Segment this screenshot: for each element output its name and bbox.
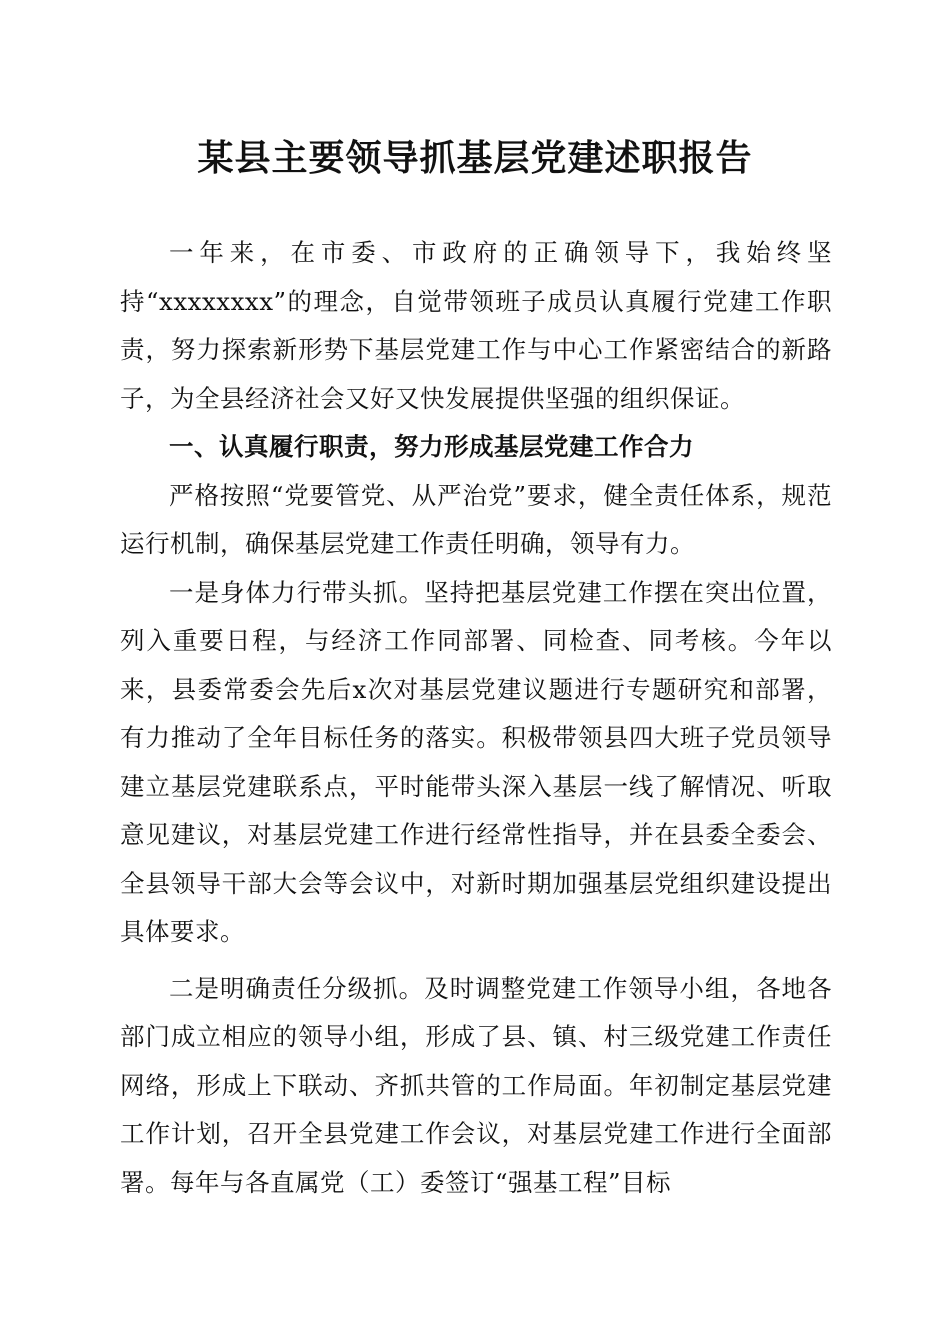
section-heading: 一、认真履行职责，努力形成基层党建工作合力 <box>169 432 694 461</box>
point-one-lead: 一是身体力行带头抓。 <box>169 577 425 607</box>
point-one-text: 坚持把基层党建工作摆在突出位置，列入重要日程，与经济工作同部署、同检查、同考核。今年以来，县委常委会先后x次对基层党建议题进行专题研究和部署，有力推动了全年目标任务的落实。积极带领县四大班子党员领导建立基层党建联系点，平时能带头深入基层一线了解情况、听取意见建议，对基层党建工作进行经常性指导，并在县委全委会、全县领导干部大会等会议中，对新时期加强基层党组织建设提出具体要求。 <box>120 577 833 946</box>
document-title: 某县主要领导抓基层党建述职报告 <box>197 137 753 179</box>
point-two-lead: 二是明确责任分级抓。 <box>169 973 425 1003</box>
section-summary-paragraph: 严格按照“党要管党、从严治党”要求，健全责任体系，规范运行机制，确保基层党建工作责任明确，领导有力。 <box>120 480 832 558</box>
intro-paragraph: 一年来，在市委、市政府的正确领导下，我始终坚持“xxxxxxxx”的理念，自觉带领班子成员认真履行党建工作职责，努力探索新形势下基层党建工作与中心工作紧密结合的新路子，为全县经济社会又好又快发展提供坚强的组织保证。 <box>120 238 832 413</box>
point-two-text: 及时调整党建工作领导小组，各地各部门成立相应的领导小组，形成了县、镇、村三级党建工作责任网络，形成上下联动、齐抓共管的工作局面。年初制定基层党建工作计划，召开全县党建工作会议，对基层党建工作进行全面部署。每年与各直属党（工）委签订“强基工程”目标 <box>120 973 833 1197</box>
document-body <box>120 229 832 1207</box>
point-one-paragraph <box>120 569 832 957</box>
point-two-paragraph <box>120 965 832 1208</box>
